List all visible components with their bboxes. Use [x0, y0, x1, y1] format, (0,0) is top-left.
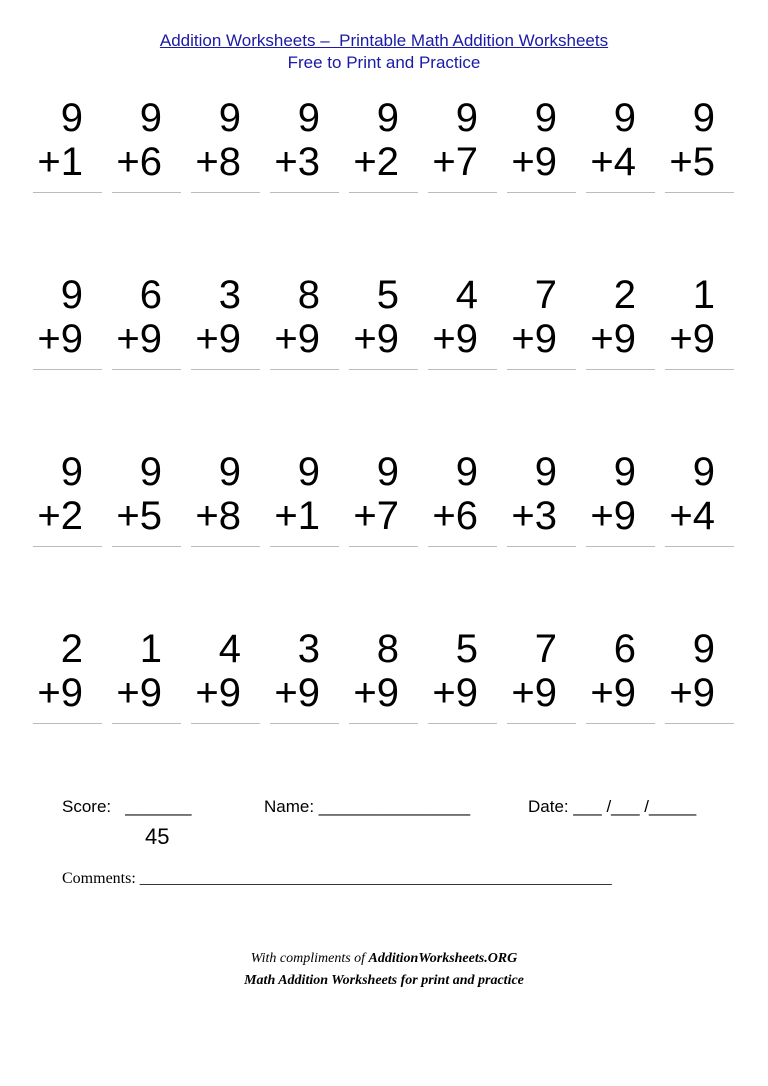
problem-addend-top: 9 — [613, 96, 636, 140]
problem-addend-top: 3 — [218, 273, 241, 317]
problem-addend-top: 7 — [534, 627, 557, 671]
problem-addend-bottom: +9 — [195, 317, 241, 361]
problem-addend-top: 7 — [534, 273, 557, 317]
answer-line[interactable] — [112, 192, 181, 193]
addition-problem — [185, 96, 255, 200]
answer-line[interactable] — [270, 192, 339, 193]
answer-line[interactable] — [349, 369, 418, 370]
problem-addend-top: 1 — [139, 627, 162, 671]
addition-problem — [501, 450, 571, 554]
answer-line[interactable] — [33, 723, 102, 724]
addition-problem — [264, 450, 334, 554]
problem-addend-top: 9 — [218, 96, 241, 140]
addition-problem — [106, 450, 176, 554]
problem-addend-bottom: +9 — [432, 671, 478, 715]
problem-addend-top: 9 — [692, 450, 715, 494]
problem-addend-top: 9 — [534, 96, 557, 140]
addition-problem — [27, 450, 97, 554]
addition-problem — [501, 273, 571, 377]
answer-line[interactable] — [191, 723, 260, 724]
addition-problem — [185, 273, 255, 377]
problem-addend-bottom: +2 — [353, 140, 399, 184]
problem-addend-top: 9 — [60, 96, 83, 140]
problem-addend-bottom: +9 — [669, 317, 715, 361]
credit-line-1 — [0, 948, 768, 970]
addition-problem — [343, 273, 413, 377]
problem-addend-bottom: +9 — [274, 317, 320, 361]
problem-addend-top: 9 — [613, 450, 636, 494]
problem-addend-top: 1 — [692, 273, 715, 317]
problem-addend-bottom: +2 — [37, 494, 83, 538]
problem-addend-bottom: +9 — [511, 140, 557, 184]
problem-row — [27, 450, 739, 560]
addition-problem — [422, 450, 492, 554]
problem-addend-bottom: +9 — [669, 671, 715, 715]
answer-line[interactable] — [665, 192, 734, 193]
problem-addend-bottom: +9 — [116, 671, 162, 715]
problem-addend-bottom: +1 — [37, 140, 83, 184]
addition-problem — [185, 627, 255, 731]
problem-addend-bottom: +9 — [353, 317, 399, 361]
problem-addend-top: 9 — [376, 96, 399, 140]
footer-fields — [0, 797, 768, 857]
addition-problem — [422, 96, 492, 200]
worksheet-subtitle: Free to Print and Practice — [287, 53, 481, 72]
problem-addend-bottom: +5 — [669, 140, 715, 184]
worksheet-title-link[interactable]: Addition Worksheets – Printable Math Addition Worksheets — [159, 31, 609, 50]
answer-line[interactable] — [507, 192, 576, 193]
addition-problem — [106, 273, 176, 377]
problem-addend-bottom: +9 — [511, 671, 557, 715]
answer-line[interactable] — [507, 369, 576, 370]
problem-addend-top: 9 — [139, 96, 162, 140]
problem-addend-top: 2 — [613, 273, 636, 317]
answer-line[interactable] — [428, 369, 497, 370]
answer-line[interactable] — [270, 369, 339, 370]
credit-site-name: AdditionWorksheets.ORG — [368, 951, 518, 966]
answer-line[interactable] — [665, 723, 734, 724]
problem-addend-top: 6 — [613, 627, 636, 671]
date-field[interactable]: Date: ___ /___ /_____ — [528, 797, 697, 816]
score-field[interactable]: Score: _______ — [62, 797, 192, 816]
problem-addend-bottom: +6 — [432, 494, 478, 538]
problem-addend-top: 9 — [455, 96, 478, 140]
problem-addend-top: 6 — [139, 273, 162, 317]
answer-line[interactable] — [428, 723, 497, 724]
answer-line[interactable] — [270, 546, 339, 547]
problem-addend-bottom: +9 — [37, 671, 83, 715]
problem-addend-bottom: +7 — [432, 140, 478, 184]
problem-addend-top: 4 — [218, 627, 241, 671]
problem-addend-top: 9 — [376, 450, 399, 494]
addition-problem — [659, 627, 729, 731]
addition-problem — [580, 273, 650, 377]
addition-problem — [580, 96, 650, 200]
answer-line[interactable] — [270, 723, 339, 724]
answer-line[interactable] — [349, 192, 418, 193]
credit-line-2 — [0, 970, 768, 992]
problem-addend-top: 9 — [297, 96, 320, 140]
problem-addend-bottom: +9 — [195, 671, 241, 715]
problem-addend-top: 8 — [376, 627, 399, 671]
problem-addend-top: 9 — [218, 450, 241, 494]
problem-addend-top: 3 — [297, 627, 320, 671]
addition-problem — [659, 273, 729, 377]
problem-addend-bottom: +9 — [511, 317, 557, 361]
addition-problem — [343, 450, 413, 554]
answer-line[interactable] — [33, 546, 102, 547]
problem-addend-bottom: +3 — [511, 494, 557, 538]
answer-line[interactable] — [112, 369, 181, 370]
credit-tagline: Math Addition Worksheets for print and practice — [244, 973, 524, 988]
answer-line[interactable] — [586, 369, 655, 370]
problem-addend-top: 4 — [455, 273, 478, 317]
addition-problem — [106, 96, 176, 200]
addition-problem — [27, 627, 97, 731]
addition-problem — [264, 96, 334, 200]
problem-addend-bottom: +8 — [195, 494, 241, 538]
problem-addend-bottom: +5 — [116, 494, 162, 538]
problem-addend-bottom: +8 — [195, 140, 241, 184]
problem-addend-bottom: +9 — [274, 671, 320, 715]
answer-line[interactable] — [191, 192, 260, 193]
addition-problem — [580, 627, 650, 731]
problem-addend-top: 9 — [60, 273, 83, 317]
score-value: 45 — [145, 824, 170, 849]
problem-addend-top: 5 — [376, 273, 399, 317]
answer-line[interactable] — [349, 546, 418, 547]
problem-addend-bottom: +9 — [353, 671, 399, 715]
answer-line[interactable] — [191, 369, 260, 370]
problem-addend-bottom: +9 — [590, 317, 636, 361]
addition-problem — [659, 450, 729, 554]
answer-line[interactable] — [191, 546, 260, 547]
problem-addend-top: 9 — [455, 450, 478, 494]
addition-problem — [264, 627, 334, 731]
addition-problem — [501, 96, 571, 200]
problem-addend-bottom: +3 — [274, 140, 320, 184]
problem-addend-top: 9 — [60, 450, 83, 494]
credit-prefix: With compliments of — [250, 951, 369, 966]
problem-addend-bottom: +9 — [37, 317, 83, 361]
problem-addend-bottom: +1 — [274, 494, 320, 538]
comments-field[interactable]: Comments: ___________________________________________________________ — [62, 870, 612, 887]
name-field[interactable]: Name: ________________ — [264, 797, 471, 816]
problem-addend-top: 5 — [455, 627, 478, 671]
problem-addend-bottom: +6 — [116, 140, 162, 184]
answer-line[interactable] — [428, 192, 497, 193]
answer-line[interactable] — [507, 723, 576, 724]
addition-problem — [580, 450, 650, 554]
answer-line[interactable] — [33, 192, 102, 193]
credit-block — [0, 948, 768, 992]
problem-row — [27, 273, 739, 383]
problem-addend-top: 9 — [297, 450, 320, 494]
problem-addend-bottom: +9 — [590, 671, 636, 715]
problem-addend-top: 9 — [692, 96, 715, 140]
answer-line[interactable] — [586, 192, 655, 193]
answer-line[interactable] — [349, 723, 418, 724]
problem-addend-top: 9 — [139, 450, 162, 494]
answer-line[interactable] — [112, 723, 181, 724]
answer-line[interactable] — [428, 546, 497, 547]
answer-line[interactable] — [586, 546, 655, 547]
problem-addend-bottom: +7 — [353, 494, 399, 538]
problem-addend-top: 2 — [60, 627, 83, 671]
addition-problem — [185, 450, 255, 554]
addition-problem — [343, 96, 413, 200]
answer-line[interactable] — [665, 369, 734, 370]
problem-row — [27, 627, 739, 737]
addition-problem — [106, 627, 176, 731]
problem-addend-top: 9 — [534, 450, 557, 494]
answer-line[interactable] — [112, 546, 181, 547]
answer-line[interactable] — [507, 546, 576, 547]
addition-problem — [422, 273, 492, 377]
addition-problem — [343, 627, 413, 731]
addition-problem — [501, 627, 571, 731]
addition-problem — [422, 627, 492, 731]
problem-addend-bottom: +4 — [590, 140, 636, 184]
problem-addend-top: 8 — [297, 273, 320, 317]
addition-problem — [27, 96, 97, 200]
answer-line[interactable] — [665, 546, 734, 547]
answer-line[interactable] — [33, 369, 102, 370]
problem-addend-bottom: +9 — [116, 317, 162, 361]
problem-addend-bottom: +9 — [590, 494, 636, 538]
problem-addend-bottom: +9 — [432, 317, 478, 361]
addition-problem — [659, 96, 729, 200]
problem-addend-top: 9 — [692, 627, 715, 671]
problem-addend-bottom: +4 — [669, 494, 715, 538]
addition-problem — [264, 273, 334, 377]
answer-line[interactable] — [586, 723, 655, 724]
problem-row — [27, 96, 739, 206]
addition-problem — [27, 273, 97, 377]
